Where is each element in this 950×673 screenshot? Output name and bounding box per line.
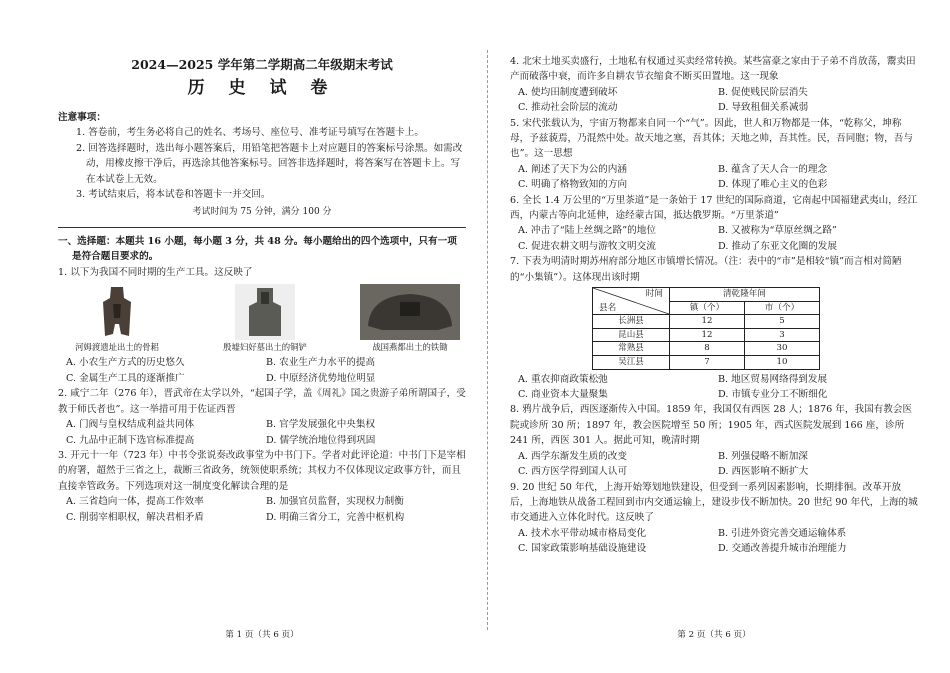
section-divider bbox=[58, 227, 466, 228]
option-a[interactable]: A. 三省趋向一体，提高工作效率 bbox=[66, 496, 204, 508]
options bbox=[510, 449, 918, 480]
note-1: 1. 答卷前，考生务必将自己的姓名、考场号、座位号、准考证号填写在答题卡上。 bbox=[76, 127, 424, 139]
option-b[interactable]: B. 农业生产力水平的提高 bbox=[266, 357, 376, 369]
note-2: 2. 回答选择题时，选出每小题答案后，用铅笔把答题卡上对应题目的答案标号涂黑。如需改动，用橡皮擦干净后，再选涂其他答案标号。回答非选择题时，将答案写在答题卡上。写在本试卷上无效。 bbox=[76, 142, 463, 185]
option-a[interactable]: A. 西学东渐发生质的改变 bbox=[518, 450, 627, 462]
option-b[interactable]: B. 促使贱民阶层消失 bbox=[718, 86, 808, 98]
bone-spade-image bbox=[87, 284, 147, 340]
bronze-shovel-image bbox=[235, 284, 295, 340]
option-d[interactable]: D. 交通改善提升城市治理能力 bbox=[718, 543, 847, 555]
tool-images bbox=[58, 284, 466, 355]
column-divider bbox=[487, 50, 488, 630]
page-footer-left: 第 1 页（共 6 页） bbox=[225, 630, 299, 640]
question-stem: 6. 全长 1.4 万公里的“万里茶道”是一条始于 17 世纪的国际商道，它南起中国福建武夷山，经江西，内蒙古等向北延伸，途经蒙古国，抵达俄罗斯。“万里茶道” bbox=[510, 194, 918, 222]
option-c[interactable]: C. 削弱宰相职权，解决君相矛盾 bbox=[66, 511, 204, 523]
option-a[interactable]: A. 小农生产方式的历史悠久 bbox=[66, 357, 185, 369]
county-name: 长洲县 bbox=[593, 315, 670, 329]
option-a[interactable]: A. 使均田制度遭到破坏 bbox=[518, 86, 618, 98]
question-6 bbox=[510, 193, 918, 255]
bone-spade-figure bbox=[58, 284, 176, 355]
section-heading: 一、选择题：本题共 16 小题，每小题 3 分，共 48 分。每小题给出的四个选项中，只有一项是符合题目要求的。 bbox=[58, 235, 457, 263]
question-stem: 2. 咸宁二年（276 年），晋武帝在太学以外，“起国子学，盖《周礼》国之贵游子弟所谓国子，受教于师氏者也”。这一举措可用于佐证西晋 bbox=[58, 388, 466, 415]
county-name: 昆山县 bbox=[593, 328, 670, 342]
zhen-count: 12 bbox=[670, 315, 745, 329]
zhen-count: 7 bbox=[670, 356, 745, 370]
question-4 bbox=[510, 54, 918, 116]
table-row bbox=[593, 342, 820, 356]
caption-bronze-shovel: 殷墟妇好墓出土的铜铲 bbox=[223, 342, 307, 353]
caption-bone-spade: 河姆渡遗址出土的骨耜 bbox=[75, 342, 159, 353]
option-a[interactable]: A. 重农抑商政策松弛 bbox=[518, 373, 608, 385]
option-d[interactable]: D. 市镇专业分工不断细化 bbox=[718, 389, 828, 401]
col-header-zhen: 镇（个） bbox=[670, 301, 745, 315]
page-left bbox=[58, 0, 466, 673]
question-stem: 4. 北宋土地买卖盛行，土地私有权通过买卖经常转换。某些富豪之家由于子弟不肖放荡，鬻卖田产而破落中衰，而许多自耕农节衣缩食不断买田置地。这一现象 bbox=[510, 56, 916, 83]
option-c[interactable]: C. 推动社会阶层的流动 bbox=[518, 102, 618, 114]
option-a[interactable]: A. 技术水平带动城市格局变化 bbox=[518, 527, 647, 539]
option-d[interactable]: D. 西医影响不断扩大 bbox=[718, 466, 809, 478]
county-name: 吴江县 bbox=[593, 356, 670, 370]
options bbox=[58, 494, 466, 525]
table-row bbox=[593, 328, 820, 342]
shi-count: 30 bbox=[745, 342, 820, 356]
options bbox=[510, 223, 918, 254]
option-c[interactable]: C. 商业资本大量聚集 bbox=[518, 389, 608, 401]
options bbox=[510, 526, 918, 557]
question-stem: 8. 鸦片战争后，西医逐渐传入中国。1859 年，我国仅有西医 28 人；1876 年，我国有教会医院或诊所 30 所；1897 年，教会医院增至 50 所；1905 年，西式医院发展到 166 座，诊所 241 所，西医 301 人。据此可知，晚清时期 bbox=[510, 404, 913, 447]
question-9 bbox=[510, 480, 918, 557]
option-b[interactable]: B. 官学发展强化中央集权 bbox=[266, 419, 376, 431]
caption-iron-hoe: 战国燕都出土的铁锄 bbox=[372, 342, 448, 353]
notes-heading: 注意事项： bbox=[58, 112, 106, 123]
shi-count: 10 bbox=[745, 356, 820, 370]
table-row bbox=[593, 315, 820, 329]
option-c[interactable]: C. 促进农耕文明与游牧文明交流 bbox=[518, 240, 656, 252]
exam-title: 2024—2025 学年第二学期高二年级期末考试 bbox=[131, 57, 393, 72]
corner-top-label: 时间 bbox=[645, 289, 663, 300]
zhen-count: 8 bbox=[670, 342, 745, 356]
question-stem: 5. 宋代张载认为，宇宙万物都来自同一个“气”。因此，世人和万物都是一体，“乾称父，坤称母，予兹藐焉，乃混然中处。故天地之塞，吾其体；天地之帅，吾其性。民，吾同胞；物，吾与也”。这一思想 bbox=[510, 117, 913, 160]
question-stem: 1. 以下为我国不同时期的生产工具。这反映了 bbox=[58, 266, 253, 278]
question-stem: 7. 下表为明清时期苏州府部分地区市镇增长情况。（注：表中的“市”是相较“镇”而言相对简陋的“小集镇”）。这体现出该时期 bbox=[510, 256, 902, 283]
option-d[interactable]: D. 体现了唯心主义的色彩 bbox=[718, 179, 828, 191]
question-stem: 9. 20 世纪 50 年代，上海开始筹划地铁建设，但受到一系列因素影响，长期排徊。改革开放后，上海地铁从战备工程回到市内交通运输上，建设步伐不断加快。20 世纪 90 年代，上海的城市交通进入立体化时代。这反映了 bbox=[510, 481, 918, 524]
shi-count: 5 bbox=[745, 315, 820, 329]
question-7 bbox=[510, 254, 918, 402]
question-8 bbox=[510, 402, 918, 479]
option-b[interactable]: B. 引进外资完善交通运输体系 bbox=[718, 527, 847, 539]
iron-hoe-figure bbox=[354, 284, 466, 355]
option-d[interactable]: D. 中原经济优势地位明显 bbox=[266, 372, 376, 384]
col-header-shi: 市（个） bbox=[745, 301, 820, 315]
shi-count: 3 bbox=[745, 328, 820, 342]
note-3: 3. 考试结束后，将本试卷和答题卡一并交回。 bbox=[76, 189, 271, 201]
option-c[interactable]: C. 金属生产工具的逐渐推广 bbox=[66, 372, 185, 384]
question-3 bbox=[58, 448, 466, 525]
option-c[interactable]: C. 国家政策影响基础设施建设 bbox=[518, 543, 647, 555]
option-c[interactable]: C. 九品中正制下选官标准提高 bbox=[66, 434, 195, 446]
table-group-header: 清乾隆年间 bbox=[670, 288, 820, 302]
option-b[interactable]: B. 蕴含了天人合一的理念 bbox=[718, 163, 828, 175]
table-row bbox=[593, 356, 820, 370]
option-a[interactable]: A. 阐述了天下为公的内涵 bbox=[518, 163, 627, 175]
option-c[interactable]: C. 明确了格物致知的方向 bbox=[518, 179, 628, 191]
table-corner-cell bbox=[593, 288, 670, 315]
options bbox=[510, 372, 918, 403]
bronze-shovel-figure bbox=[200, 284, 330, 355]
option-d[interactable]: D. 推动了东亚文化圈的发展 bbox=[718, 240, 837, 252]
option-a[interactable]: A. 冲击了“陆上丝绸之路”的地位 bbox=[518, 225, 656, 237]
option-b[interactable]: B. 又被称为“草原丝绸之路” bbox=[718, 225, 837, 237]
option-c[interactable]: C. 西方医学得到国人认可 bbox=[518, 466, 628, 478]
option-a[interactable]: A. 门阀与皇权结成利益共同体 bbox=[66, 419, 195, 431]
question-5 bbox=[510, 116, 918, 193]
option-d[interactable]: D. 导致租佃关系减弱 bbox=[718, 102, 809, 114]
corner-bottom-label: 县名 bbox=[599, 302, 617, 313]
option-d[interactable]: D. 儒学统治地位得到巩固 bbox=[266, 434, 376, 446]
time-info: 考试时间为 75 分钟，满分 100 分 bbox=[192, 207, 332, 218]
iron-hoe-image bbox=[360, 284, 460, 340]
town-growth-table bbox=[592, 287, 820, 370]
question-1 bbox=[58, 265, 466, 387]
page-right bbox=[510, 0, 918, 673]
option-b[interactable]: B. 列强侵略不断加深 bbox=[718, 450, 808, 462]
subject-title: 历 史 试 卷 bbox=[187, 78, 337, 98]
options bbox=[58, 417, 466, 448]
options bbox=[510, 162, 918, 193]
option-b[interactable]: B. 加强官员监督，实现权力制衡 bbox=[266, 496, 404, 508]
question-stem: 3. 开元十一年（723 年）中书令张说奏改政事堂为中书门下。学者对此评论道：中书门下是宰相的府署，超然于三省之上，裁断三省政务，统领使职系统；其权力不仅体现议定政事方针，而且直接幸管政务。下列选项对这一制度变化解读合理的是 bbox=[58, 449, 466, 492]
page-footer-right: 第 2 页（共 6 页） bbox=[677, 630, 751, 640]
question-2 bbox=[58, 386, 466, 448]
options bbox=[510, 85, 918, 116]
zhen-count: 12 bbox=[670, 328, 745, 342]
option-b[interactable]: B. 地区贸易网络得到发展 bbox=[718, 373, 828, 385]
option-d[interactable]: D. 明确三省分工，完善中枢机构 bbox=[266, 511, 405, 523]
county-name: 常熟县 bbox=[593, 342, 670, 356]
options bbox=[58, 355, 466, 386]
